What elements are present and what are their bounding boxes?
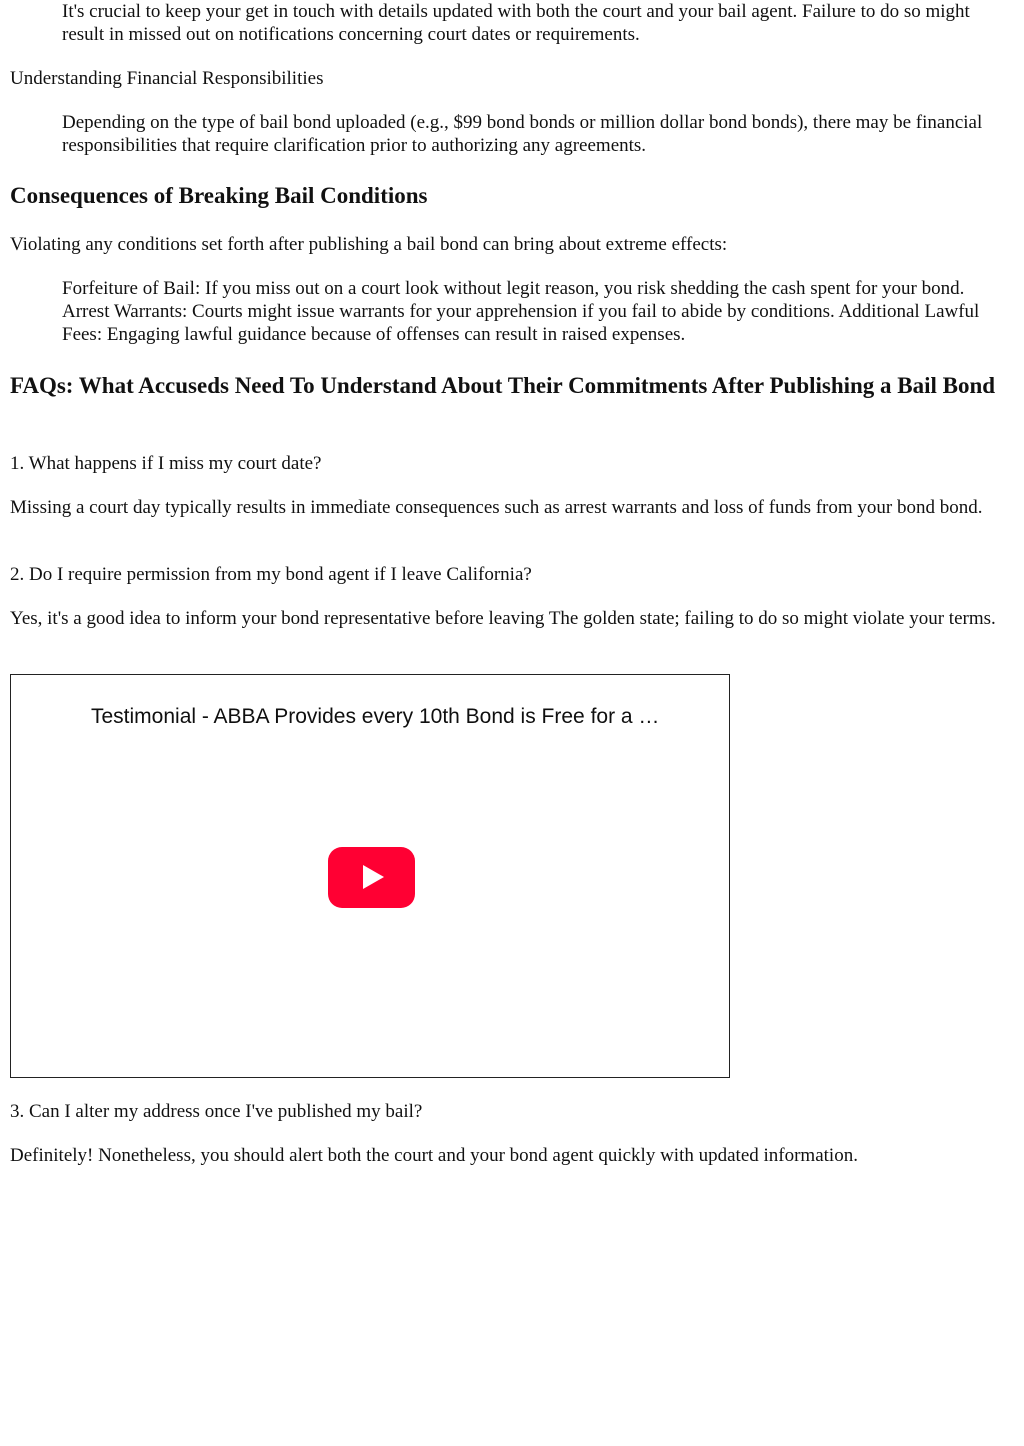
financial-paragraph: Depending on the type of bail bond uploaded (e.g., $99 bond bonds or million dollar bond bonds), there may be financial responsibilities that require clarification prior to authorizing any agreements. xyxy=(62,112,983,156)
faq-answer-3: Definitely! Nonetheless, you should alert both the court and your bond agent quickly with updated information. xyxy=(10,1145,858,1166)
consequences-list: Forfeiture of Bail: If you miss out on a court look without legit reason, you risk shedding the cash spent for your bond. Arrest Warrants: Courts might issue warrants for your apprehension if you fail to abide by conditions. Additional Lawful Fees: Engaging lawful guidance because of offenses can result in raised expenses. xyxy=(62,278,980,345)
video-title[interactable]: Testimonial - ABBA Provides every 10th Bond is Free for a … xyxy=(91,705,660,728)
contact-paragraph: It's crucial to keep your get in touch with details updated with both the court and your bail agent. Failure to do so might result in missed out on notifications concerning court dates or requirements. xyxy=(62,1,970,45)
video-embed[interactable] xyxy=(10,674,730,1078)
faqs-heading: FAQs: What Accuseds Need To Understand About Their Commitments After Publishing a Bail Bond xyxy=(10,373,996,398)
faq-question-3: 3. Can I alter my address once I've published my bail? xyxy=(10,1101,423,1122)
play-button[interactable] xyxy=(328,847,415,908)
consequences-heading: Consequences of Breaking Bail Conditions xyxy=(10,183,428,208)
faq-question-1: 1. What happens if I miss my court date? xyxy=(10,453,322,474)
faq-answer-2: Yes, it's a good idea to inform your bond representative before leaving The golden state; failing to do so might violate your terms. xyxy=(10,608,996,629)
play-icon xyxy=(363,865,384,889)
faq-question-2: 2. Do I require permission from my bond agent if I leave California? xyxy=(10,564,532,585)
violating-paragraph: Violating any conditions set forth after publishing a bail bond can bring about extreme effects: xyxy=(10,234,728,255)
faq-answer-1: Missing a court day typically results in immediate consequences such as arrest warrants and loss of funds from your bond bond. xyxy=(10,497,983,518)
financial-subheading: Understanding Financial Responsibilities xyxy=(10,68,324,89)
